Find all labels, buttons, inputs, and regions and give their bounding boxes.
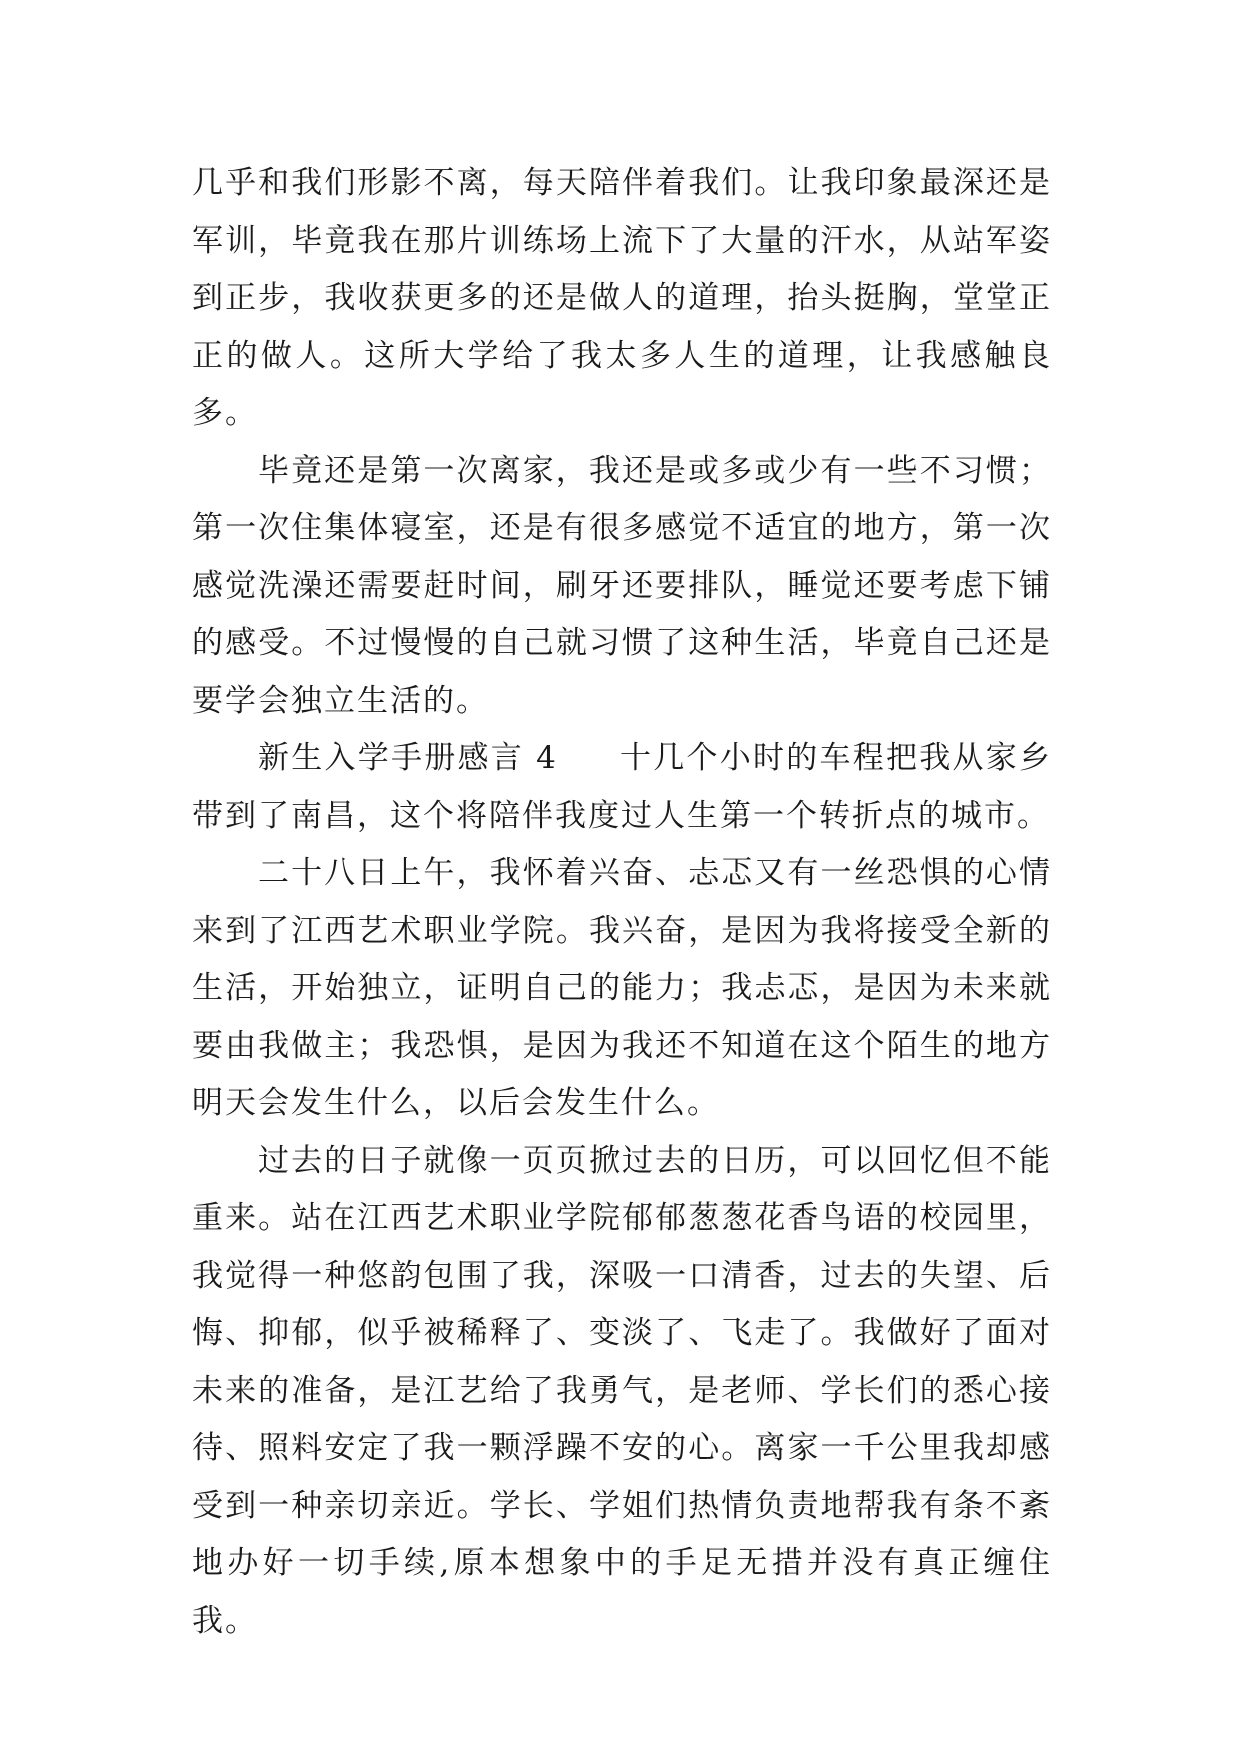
paragraph-4: 二十八日上午，我怀着兴奋、忐忑又有一丝恐惧的心情来到了江西艺术职业学院。我兴奋，是因为我将接受全新的生活，开始独立，证明自己的能力；我忐忑，是因为未来就要由我做主；我恐惧，是因为我还不知道在这个陌生的地方明天会发生什么，以后会发生什么。 (192, 855, 1052, 1121)
paragraph-2: 毕竟还是第一次离家，我还是或多或少有一些不习惯；第一次住集体寝室，还是有很多感觉不适宜的地方，第一次感觉洗澡还需要赶时间，刷牙还要排队，睡觉还要考虑下铺的感受。不过慢慢的自己就习惯了这种生活，毕竟自己还是要学会独立生活的。 (192, 452, 1052, 719)
section-heading: 新生入学手册感言 4 (258, 740, 558, 776)
paragraph-5: 过去的日子就像一页页掀过去的日历，可以回忆但不能重来。站在江西艺术职业学院郁郁葱葱花香鸟语的校园里，我觉得一种悠韵包围了我，深吸一口清香，过去的失望、后悔、抑郁，似乎被稀释了、变淡了、飞走了。我做好了面对未来的准备，是江艺给了我勇气，是老师、学长们的悉心接待、照料安定了我一颗浮躁不安的心。离家一千公里我却感受到一种亲切亲近。学长、学姐们热情负责地帮我有条不紊地办好一切手续,原本想象中的手足无措并没有真正缠住我。 (192, 1142, 1052, 1639)
paragraph-3-text: 十几个小时的车程把我从家乡带到了南昌，这个将陪伴我度过人生第一个转折点的城市。 (192, 740, 1052, 834)
document-body (192, 155, 1052, 1650)
paragraph-3 (192, 730, 1052, 845)
paragraph-1: 几乎和我们形影不离，每天陪伴着我们。让我印象最深还是军训，毕竟我在那片训练场上流下了大量的汗水，从站军姿到正步，我收获更多的还是做人的道理，抬头挺胸，堂堂正正的做人。这所大学给了我太多人生的道理，让我感触良多。 (192, 165, 1052, 431)
